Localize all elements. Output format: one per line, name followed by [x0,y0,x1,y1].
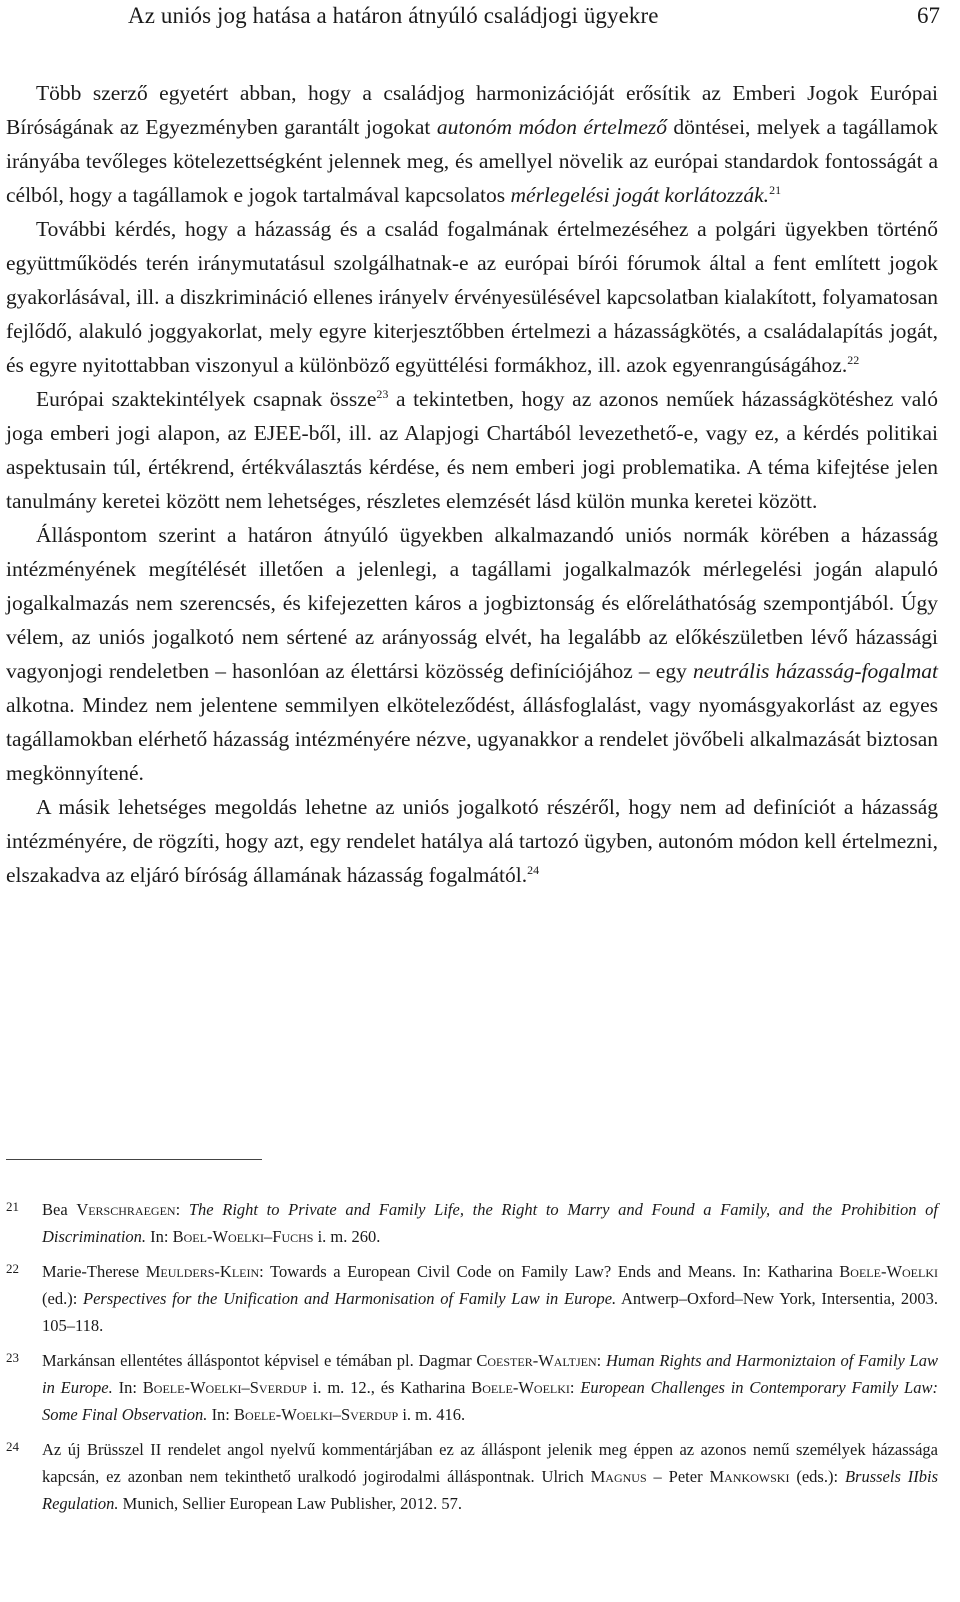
body-text [6,76,938,892]
paragraph [6,518,938,790]
page-header [0,0,960,40]
text-run: Európai szaktekintélyek csapnak össze [36,387,377,411]
text-run: alkotna. Mindez nem jelentene semmilyen elköteleződést, állásfoglalást, vagy nyomásgyakorlást az egyes tagállamokban elérhető házasság intézményére nézve, ugyanakkor a rendelet jövőbeli alkalmazását biztosan megkönnyítené. [6,693,938,785]
paragraph [6,382,938,518]
footnote [6,1347,938,1428]
text-run: : [596,1351,607,1370]
running-title: Az uniós jog hatása a határon átnyúló családjogi ügyekre [128,3,659,28]
footnote-reference: 23 [376,387,389,401]
author-name: Boele-Woelki–Sverdup [234,1405,399,1424]
footnote-number: 23 [6,1350,19,1365]
text-run: i. m. 416. [398,1405,466,1424]
footnote-number: 22 [6,1261,19,1276]
paragraph [6,212,938,382]
text-run: In: [112,1378,143,1397]
footnote [6,1436,938,1517]
author-name: Boele-Woelki–Sverdup [142,1378,307,1397]
italic-text: Brussels IIbis Regulation. [42,1467,938,1513]
author-name: Coester-Waltjen [476,1351,597,1370]
text-run: Munich, Sellier European Law Publisher, 2012. 57. [118,1494,463,1513]
footnote [6,1258,938,1339]
text-run: – Peter [646,1467,710,1486]
footnote [6,1196,938,1250]
text-run: In: [146,1227,173,1246]
text-run: Bea [42,1200,77,1219]
text-run: i. m. 12., és Katharina [306,1378,472,1397]
footnote-reference: 22 [847,353,860,367]
text-run: További kérdés, hogy a házasság és a család fogalmának értelmezéséhez a polgári ügyekben történő együttműködés terén iránymutatásul szolgálhatnak-e az európai bírói fórumok által a fent említett jogok gyakorlásával, ill. a diszkrimináció ellenes irányelv érvényesülésével kapcsolatban kialakított, folyamatosan fejlődő, alakuló joggyakorlat, mely egyre kiterjesztőbben értelmezi a házasságkötés, a családalapítás jogát, és egyre nyitottabban viszonyul a különböző együttélési formákhoz, ill. azok egyenrangúságához. [6,217,938,377]
author-name: Boele-Woelki [471,1378,570,1397]
text-run: In: [207,1405,235,1424]
text-run: : [569,1378,581,1397]
footnote-number: 24 [6,1439,19,1454]
text-run: Álláspontom szerint a határon átnyúló ügyekben alkalmazandó uniós normák körében a házasság intézményének megítélését illetően a jelenlegi, a tagállami jogalkalmazók mérlegelési jogán alapuló jogalkalmazás nem szerencsés, és kifejezetten káros a jogbiztonság és előreláthatóság szempontjából. Úgy vélem, az uniós jogalkotó nem sértené az arányosság elvét, ha legalább az előkészületben lévő házassági vagyonjogi rendeletben – hasonlóan az élettársi közösség definíciójához – egy [6,523,938,683]
text-run: A másik lehetséges megoldás lehetne az uniós jogalkotó részéről, hogy nem ad definíciót a házasság intézményére, de rögzíti, hogy azt, egy rendelet hatálya alá tartozó ügyben, autonóm módon kell értelmezni, elszakadva az eljáró bíróság államának házasság fogalmától. [6,795,938,887]
italic-text: autonóm módon értelmező [436,115,667,139]
author-name: Verschraegen [76,1200,176,1219]
author-name: Meulders-Klein [145,1262,260,1281]
text-run: i. m. 260. [313,1227,381,1246]
text-run: Antwerp–Oxford–New York, Intersentia, 2003. 105–118. [42,1289,938,1335]
footnote-reference: 24 [527,863,540,877]
footnote-separator [6,1159,262,1160]
italic-text: The Right to Private and Family Life, the Right to Marry and Found a Family, and the Prohibition of Discrimination. [42,1200,938,1246]
italic-text: Perspectives for the Unification and Harmonisation of Family Law in Europe. [83,1289,617,1308]
text-run: Marie-Therese [42,1262,146,1281]
author-name: Mankowski [709,1467,790,1486]
text-run: Markánsan ellentétes álláspontot képvisel e témában pl. Dagmar [42,1351,477,1370]
text-run: döntései, melyek a tagállamok irányába tevőleges kötelezettségként jelennek meg, és amellyel növelik az európai standardok fontosságát a célból, hogy a tagállamok e jogok tartalmával kapcsolatos [6,115,938,207]
text-run: Több szerző egyetért abban, hogy a családjog harmonizációját erősítik az Emberi Jogok Európai Bíróságának az Egyezményben garantált jogokat [6,81,938,139]
italic-text: European Challenges in Contemporary Family Law: Some Final Observation. [42,1378,938,1424]
footnote-reference: 21 [769,183,782,197]
paragraph [6,790,938,892]
page-number: 67 [917,3,940,28]
paragraph [6,76,938,212]
text-run: : [175,1200,189,1219]
author-name: Boele-Woelki [839,1262,938,1281]
author-name: Magnus [590,1467,647,1486]
italic-text: Human Rights and Harmoniztaion of Family Law in Europe. [42,1351,938,1397]
italic-text: neutrális házasság-fogalmat [692,659,939,683]
text-run: Az új Brüsszel II rendelet angol nyelvű kommentárjában ez az álláspont jelenik meg éppen az azonos nemű személyek házassága kapcsán, ez azonban nem tekinthető uralkodó jogirodalmi álláspontnak. Ulrich [42,1440,938,1486]
text-run: (ed.): [42,1289,84,1308]
text-run: (eds.): [789,1467,845,1486]
text-run: a tekintetben, hogy az azonos neműek házasságkötéshez való joga emberi jogi alapon, az EJEE-ből, ill. az Alapjogi Chartából levezethető-e, vagy ez, a kérdés politikai aspektusain túl, értékrend, értékválasztás kérdése, és nem emberi jogi problematika. A téma kifejtése jelen tanulmány keretei között nem lehetséges, részletes elemzését lásd külön munka keretei között. [6,387,938,513]
author-name: Boel-Woelki–Fuchs [172,1227,314,1246]
italic-text: mérlegelési jogát korlátozzák. [510,183,770,207]
text-run: : Towards a European Civil Code on Family Law? Ends and Means. In: Katharina [259,1262,840,1281]
footnotes [6,1196,938,1525]
footnote-number: 21 [6,1199,19,1214]
